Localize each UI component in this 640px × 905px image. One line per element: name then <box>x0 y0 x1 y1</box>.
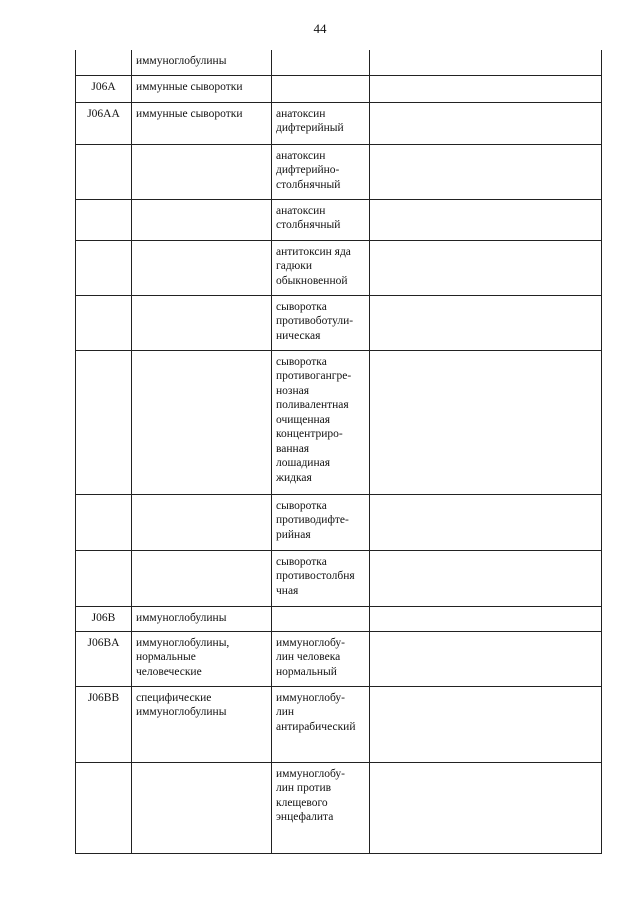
atc-code-cell <box>76 199 132 240</box>
form-cell <box>370 350 602 494</box>
table-row <box>76 295 602 350</box>
atc-code-cell <box>76 762 132 853</box>
group-cell: иммуноглобулины <box>132 606 272 631</box>
form-cell <box>370 199 602 240</box>
drug-cell <box>272 50 370 75</box>
drug-cell: иммуноглобу- лин антирабический <box>272 686 370 762</box>
atc-code-cell: J06A <box>76 75 132 102</box>
table-row <box>76 199 602 240</box>
atc-code-cell: J06B <box>76 606 132 631</box>
group-cell: иммунные сыворотки <box>132 102 272 144</box>
group-cell: специфические иммуноглобулины <box>132 686 272 762</box>
drug-cell: иммуноглобу- лин человека нормальный <box>272 631 370 686</box>
form-cell <box>370 494 602 550</box>
group-cell <box>132 550 272 606</box>
group-cell <box>132 295 272 350</box>
form-cell <box>370 144 602 199</box>
atc-code-cell <box>76 295 132 350</box>
table-row <box>76 762 602 853</box>
drug-cell: антитоксин яда гадюки обыкновенной <box>272 240 370 295</box>
form-cell <box>370 550 602 606</box>
form-cell <box>370 686 602 762</box>
form-cell <box>370 606 602 631</box>
table-row <box>76 686 602 762</box>
form-cell <box>370 102 602 144</box>
group-cell <box>132 199 272 240</box>
group-cell <box>132 494 272 550</box>
atc-code-cell <box>76 350 132 494</box>
atc-code-cell: J06BB <box>76 686 132 762</box>
table-row <box>76 494 602 550</box>
atc-code-cell <box>76 50 132 75</box>
form-cell <box>370 240 602 295</box>
form-cell <box>370 295 602 350</box>
table-row <box>76 550 602 606</box>
table-row <box>76 102 602 144</box>
form-cell <box>370 631 602 686</box>
group-cell: иммунные сыворотки <box>132 75 272 102</box>
drug-cell: анатоксин дифтерийно- столбнячный <box>272 144 370 199</box>
atc-code-cell: J06BA <box>76 631 132 686</box>
atc-code-cell: J06AA <box>76 102 132 144</box>
page-number: 44 <box>313 21 327 36</box>
group-cell: иммуноглобулины, нормальные человеческие <box>132 631 272 686</box>
drug-cell: анатоксин столбнячный <box>272 199 370 240</box>
group-cell <box>132 762 272 853</box>
table-row <box>76 350 602 494</box>
table-row <box>76 631 602 686</box>
drug-cell: сыворотка противостолбня чная <box>272 550 370 606</box>
table-row <box>76 606 602 631</box>
group-cell <box>132 350 272 494</box>
form-cell <box>370 50 602 75</box>
drug-cell: сыворотка противоботули- ническая <box>272 295 370 350</box>
group-cell <box>132 144 272 199</box>
drug-cell <box>272 75 370 102</box>
table-row <box>76 144 602 199</box>
atc-code-cell <box>76 240 132 295</box>
group-cell <box>132 240 272 295</box>
atc-code-cell <box>76 550 132 606</box>
table-row <box>76 50 602 75</box>
form-cell <box>370 762 602 853</box>
drug-cell <box>272 606 370 631</box>
atc-code-cell <box>76 144 132 199</box>
drug-cell: анатоксин дифтерийный <box>272 102 370 144</box>
group-cell: иммуноглобулины <box>132 50 272 75</box>
table-row <box>76 240 602 295</box>
drug-cell: сыворотка противогангре- нозная поливалентная очищенная концентриро- ванная лошадиная жидкая <box>272 350 370 494</box>
drug-cell: сыворотка противодифте- рийная <box>272 494 370 550</box>
form-cell <box>370 75 602 102</box>
table-row <box>76 75 602 102</box>
atc-code-cell <box>76 494 132 550</box>
drug-classification-table <box>75 50 602 854</box>
drug-cell: иммуноглобу- лин против клещевого энцефалита <box>272 762 370 853</box>
